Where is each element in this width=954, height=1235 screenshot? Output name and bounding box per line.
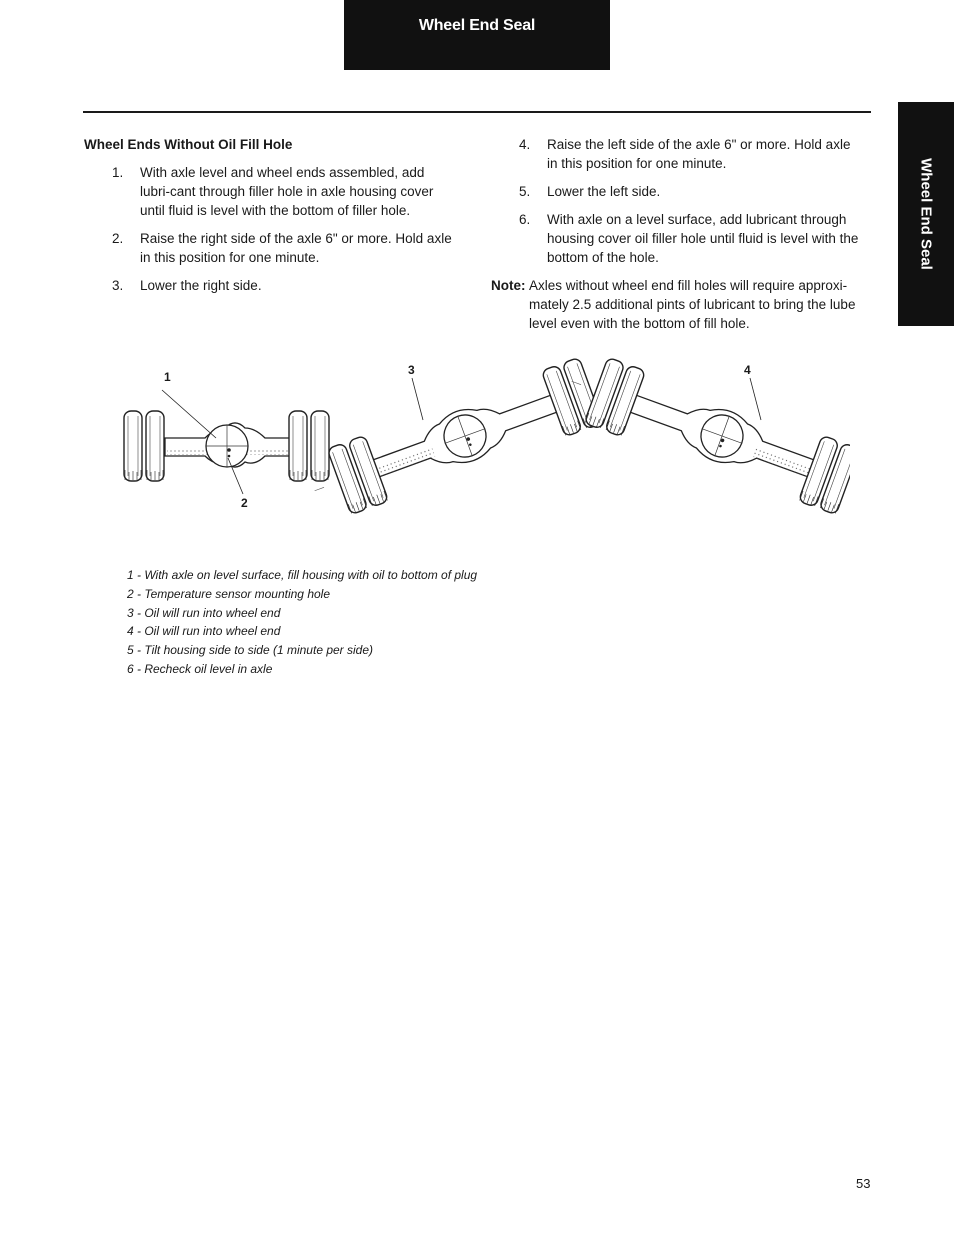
note-label: Note:: [491, 278, 526, 293]
side-tab-label: Wheel End Seal: [917, 158, 935, 270]
callout-label: 1: [164, 370, 171, 384]
step-number: 5.: [519, 184, 531, 199]
step-item: [84, 276, 454, 295]
legend-item: 2 - Temperature sensor mounting hole: [127, 586, 331, 601]
page-number: 53: [856, 1176, 871, 1191]
right-column: [491, 135, 861, 333]
left-raised-axle-drawing: [560, 350, 850, 520]
legend-item: 1 - With axle on level surface, fill housing with oil to bottom of plug: [127, 568, 478, 582]
legend-item: 5 - Tilt housing side to side (1 minute per side): [127, 643, 374, 658]
header-title: Wheel End Seal: [418, 17, 536, 34]
step-text: Lower the right side.: [140, 278, 262, 293]
callout-label: 3: [408, 363, 415, 377]
axle-illustration: [110, 350, 850, 520]
header-rule: [83, 111, 871, 113]
step-number: 1.: [112, 165, 124, 180]
steps-list-right: [491, 135, 861, 267]
step-item: [84, 163, 454, 220]
level-axle-drawing: [124, 390, 329, 494]
callout-label: 2: [241, 496, 248, 510]
step-text: Raise the right side of the axle 6" or more. Hold axle in this position for one minute.: [140, 231, 452, 265]
figure-legend: [127, 566, 477, 679]
legend-item: 4 - Oil will run into wheel end: [127, 624, 281, 639]
header-tab: [344, 0, 610, 70]
axle-tilt-figure: [110, 350, 850, 520]
right-raised-axle-drawing: [303, 350, 628, 520]
step-text: With axle level and wheel ends assembled, add lubri-cant through filler hole in axle housing cover until fluid is level with the bottom of filler hole.: [140, 165, 434, 218]
legend-item: 6 - Recheck oil level in axle: [127, 661, 273, 676]
steps-list-left: [84, 163, 454, 295]
step-number: 3.: [112, 278, 124, 293]
step-number: 2.: [112, 231, 124, 246]
note-text: Axles without wheel end fill holes will require approxi-mately 2.5 additional pints of lubricant to bring the lube level even with the bottom of fill hole.: [529, 278, 856, 331]
step-item: [491, 210, 861, 267]
step-item: [491, 135, 861, 173]
left-column: [84, 135, 454, 304]
step-item: [491, 182, 861, 201]
note: [491, 276, 861, 333]
step-number: 4.: [519, 137, 531, 152]
callout-label: 4: [744, 363, 751, 377]
step-text: Raise the left side of the axle 6" or more. Hold axle in this position for one minute.: [547, 137, 851, 171]
step-text: With axle on a level surface, add lubricant through housing cover oil filler hole until fluid is level with the bottom of the hole.: [547, 212, 859, 265]
step-number: 6.: [519, 212, 531, 227]
section-title: Wheel Ends Without Oil Fill Hole: [84, 137, 293, 152]
side-tab: [898, 102, 954, 326]
legend-item: 3 - Oil will run into wheel end: [127, 605, 281, 620]
step-text: Lower the left side.: [547, 184, 661, 199]
step-item: [84, 229, 454, 267]
